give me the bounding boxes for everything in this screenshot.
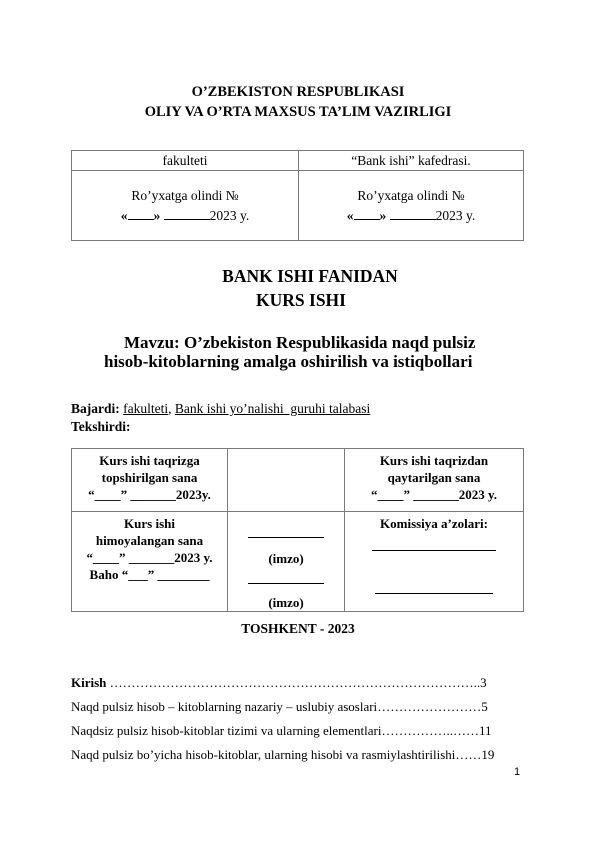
- review-table: [71, 448, 524, 612]
- toc-title: Naqdsiz pulsiz hisob-kitoblar tizimi va ularning elementlari: [71, 723, 382, 738]
- close-quote: »: [379, 207, 387, 223]
- toc-title: Naqd pulsiz bo’yicha hisob-kitoblar, ularning hisobi va rasmiylashtirilishi: [71, 747, 456, 762]
- toc-entry: [71, 723, 524, 739]
- faculty-year: 2023 y.: [209, 207, 250, 223]
- submitted-cell: [72, 449, 228, 512]
- open-quote: «: [120, 207, 128, 223]
- defended-date: “____” _______2023 y.: [86, 550, 213, 565]
- city-year: TOSHKENT - 2023: [241, 621, 355, 636]
- signatures-cell: [228, 512, 345, 612]
- toc-leader: ……………..……: [381, 723, 479, 738]
- submitted-label-2: topshirilgan sana: [101, 470, 198, 485]
- checked-by-label: Tekshirdi:: [71, 419, 131, 434]
- toc-entry: [71, 675, 524, 691]
- toc-page: 3: [480, 675, 487, 690]
- signature-label-1: (imzo): [268, 551, 304, 566]
- returned-label-1: Kurs ishi taqrizdan: [379, 453, 489, 468]
- defended-label-1: Kurs ishi: [124, 516, 175, 531]
- empty-cell: [228, 449, 345, 512]
- department-registration-date: [299, 206, 523, 226]
- toc-page: 5: [481, 699, 488, 714]
- submitted-date: “____” _______2023y.: [88, 487, 211, 502]
- toc-page: 19: [481, 747, 495, 762]
- course-work-title: KURS ISHI: [256, 290, 346, 310]
- performed-by: [71, 401, 370, 417]
- toc-leader: ……: [455, 747, 482, 762]
- returned-label-2: qaytarilgan sana: [387, 470, 481, 485]
- topic-line-2: hisob-kitoblarning amalga oshirilish va istiqbollari: [104, 352, 473, 371]
- toc-leader: …………………………………………………………………………..: [106, 675, 481, 690]
- performed-by-faculty: fakulteti: [123, 401, 169, 416]
- performed-by-group: Bank ishi yo’nalishi guruhi talabasi: [174, 401, 371, 416]
- topic-line-1: Mavzu: O’zbekiston Respublikasida naqd pulsiz: [124, 333, 476, 352]
- department-year: 2023 y.: [435, 207, 476, 223]
- department-registration-label: Ro’yxatga olindi №: [357, 187, 465, 203]
- commission-cell: [345, 512, 524, 612]
- ministry-line-2: OLIY VA O’RTA MAXSUS TA’LIM VAZIRLIGI: [144, 104, 452, 120]
- grade: Baho “___” ________: [89, 567, 210, 582]
- returned-cell: [345, 449, 524, 512]
- department-header-cell: “Bank ishi” kafedrasi.: [299, 151, 524, 171]
- toc-title: Kirish: [71, 675, 107, 690]
- defended-label-2: himoyalangan sana: [95, 533, 204, 548]
- ministry-header: [0, 82, 596, 122]
- registration-table: [71, 150, 524, 241]
- faculty-registration-cell: [72, 171, 299, 241]
- performed-by-label: Bajardi:: [71, 401, 120, 416]
- commission-label: Komissiya a’zolari:: [380, 516, 488, 531]
- toc-entry: [71, 699, 524, 715]
- faculty-header-cell: fakulteti: [72, 151, 299, 171]
- toc-entry: [71, 747, 524, 763]
- ministry-line-1: O’ZBEKISTON RESPUBLIKASI: [191, 84, 405, 100]
- department-registration-cell: [299, 171, 524, 241]
- toc-leader: ……………………: [377, 699, 482, 714]
- returned-date: “____” _______2023 y.: [370, 487, 498, 502]
- open-quote: «: [346, 207, 354, 223]
- performed-by-separator: ,: [168, 401, 172, 416]
- subject-title: BANK ISHI FANIDAN: [222, 266, 398, 286]
- faculty-registration-date: [72, 206, 298, 226]
- toc-title: Naqd pulsiz hisob – kitoblarning nazariy – uslubiy asoslari: [71, 699, 378, 714]
- page-number: 1: [514, 766, 521, 778]
- toc-page: 11: [478, 723, 492, 738]
- defended-cell: [72, 512, 228, 612]
- submitted-label-1: Kurs ishi taqrizga: [99, 453, 200, 468]
- close-quote: »: [153, 207, 161, 223]
- signature-label-2: (imzo): [268, 595, 304, 610]
- faculty-registration-label: Ro’yxatga olindi №: [131, 187, 239, 203]
